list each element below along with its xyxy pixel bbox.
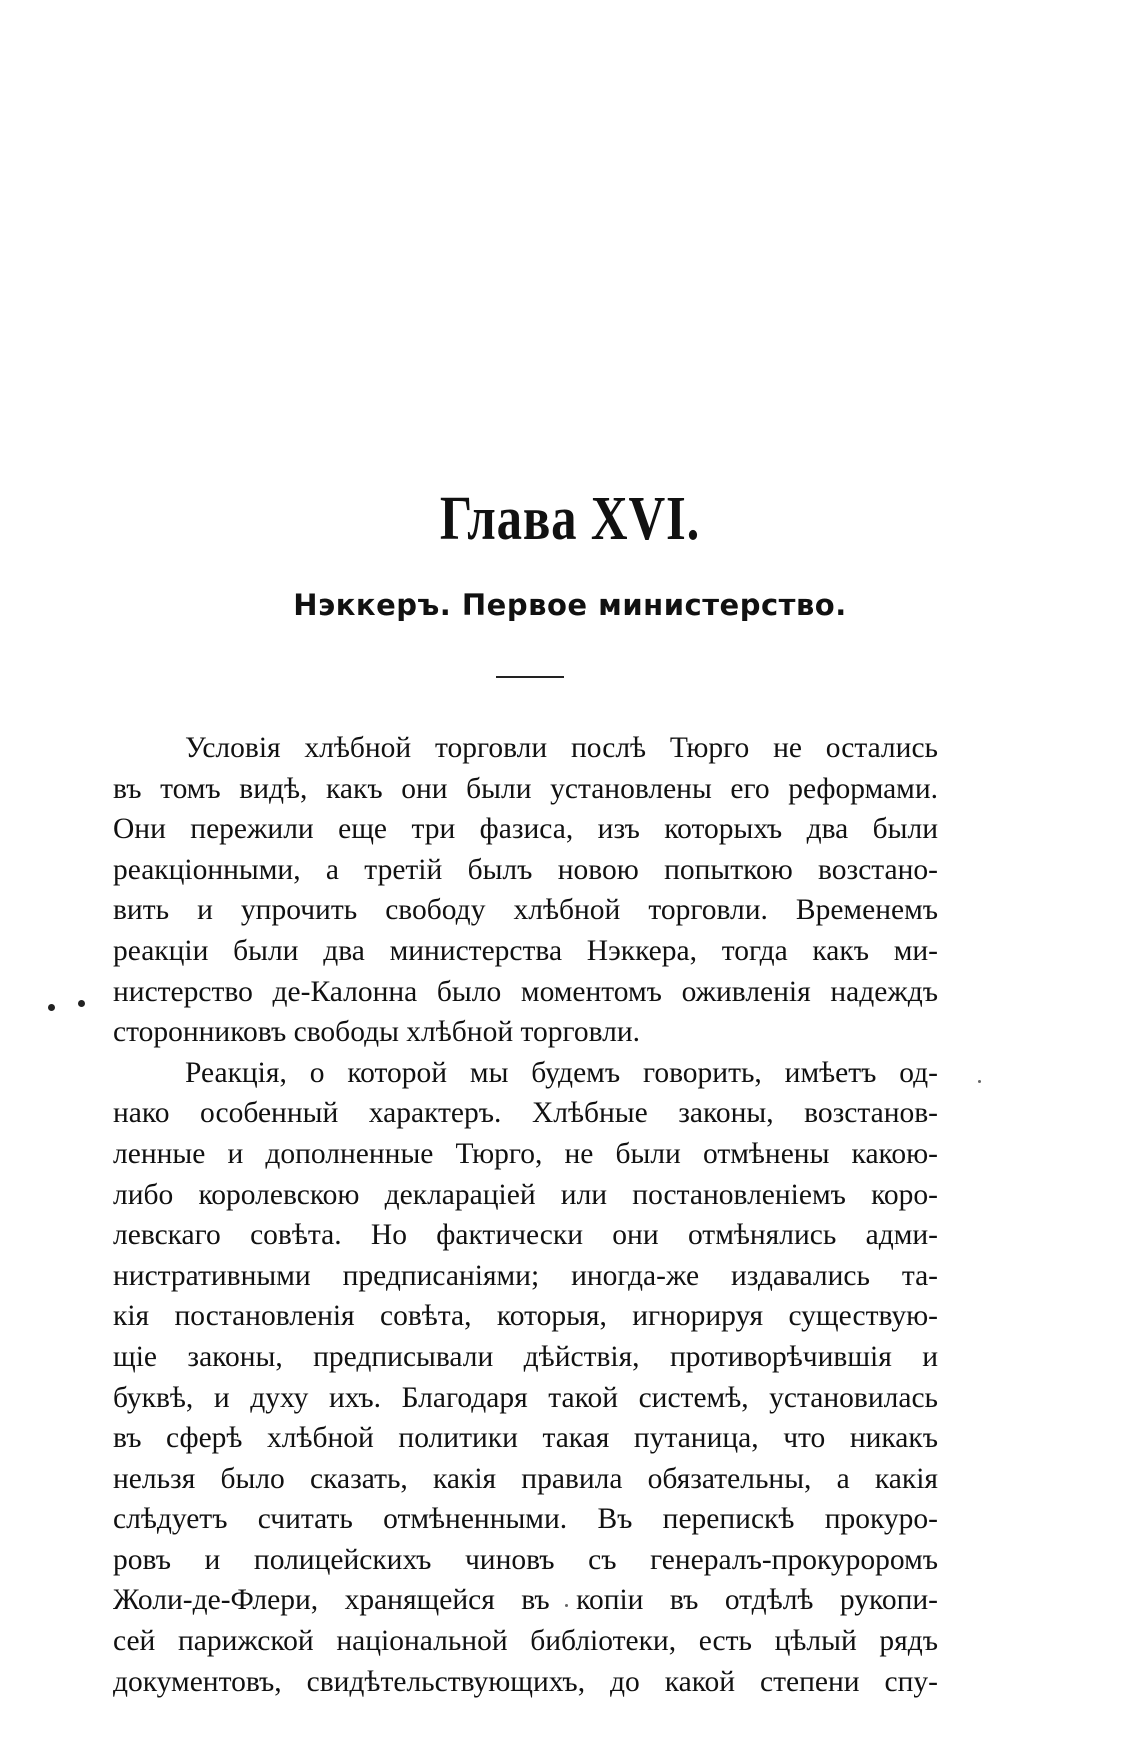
chapter-title: Глава XVI.	[439, 485, 701, 553]
text-line: Жоли-де-Флери, хранящейся въ копіи въ отдѣлѣ рукопи-	[113, 1584, 938, 1617]
text-line: документовъ, свидѣтельствующихъ, до какой степени спу-	[113, 1665, 938, 1698]
margin-mark-dot	[78, 1000, 85, 1007]
print-speck	[978, 1080, 981, 1083]
text-line: нистративными предписаніями; иногда-же издавались та-	[113, 1259, 938, 1292]
text-line: вить и упрочить свободу хлѣбной торговли. Временемъ	[113, 894, 938, 927]
text-line: Реакція, о которой мы будемъ говорить, имѣетъ од-	[185, 1056, 938, 1089]
text-line: ровъ и полицейскихъ чиновъ съ генералъ-прокуроромъ	[113, 1543, 938, 1576]
margin-mark-dot	[48, 1004, 55, 1011]
text-line: Они пережили еще три фазиса, изъ которыхъ два были	[113, 813, 938, 846]
text-line: въ сферѣ хлѣбной политики такая путаница, что никакъ	[113, 1422, 938, 1455]
text-line: сей парижской національной библіотеки, есть цѣлый рядъ	[113, 1625, 938, 1658]
text-line: левскаго совѣта. Но фактически они отмѣнялись адми-	[113, 1219, 938, 1252]
text-line: въ томъ видѣ, какъ они были установлены его реформами.	[113, 772, 938, 805]
text-line: нистерство де-Калонна было моментомъ оживленія надеждъ	[113, 975, 938, 1008]
text-line: буквѣ, и духу ихъ. Благодаря такой системѣ, установилась	[113, 1381, 938, 1414]
text-line: щіе законы, предписывали дѣйствія, противорѣчившія и	[113, 1340, 938, 1373]
text-line: слѣдуетъ считать отмѣненными. Въ перепискѣ прокуро-	[113, 1503, 938, 1536]
text-line: сторонниковъ свободы хлѣбной торговли.	[113, 1016, 641, 1049]
text-line: кія постановленія совѣта, которыя, игнорируя существую-	[113, 1300, 938, 1333]
text-line: Условія хлѣбной торговли послѣ Тюрго не остались	[185, 732, 938, 764]
title-divider-rule	[496, 676, 564, 678]
text-line: ленные и дополненные Тюрго, не были отмѣнены какою-	[113, 1137, 938, 1170]
text-line: либо королевскою деклараціей или постановленіемъ коро-	[113, 1178, 938, 1211]
chapter-subtitle: Нэккеръ. Первое министерство.	[293, 588, 847, 622]
body-text	[113, 728, 938, 1702]
text-line: реакціи были два министерства Нэккера, тогда какъ ми-	[113, 934, 938, 967]
text-line: нельзя было сказать, какія правила обязательны, а какія	[113, 1462, 938, 1495]
text-line: нако особенный характеръ. Хлѣбные законы, возстанов-	[113, 1097, 938, 1130]
text-line: реакціонными, а третій былъ новою попыткою возстано-	[113, 853, 938, 886]
